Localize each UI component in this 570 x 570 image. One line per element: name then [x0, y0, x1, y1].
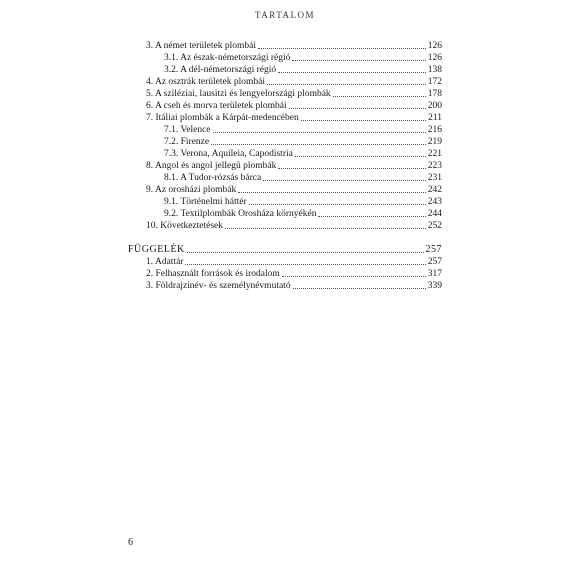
appendix-heading-title: FÜGGELÉK: [128, 244, 185, 255]
leader-dots: [213, 132, 426, 133]
leader-dots: [249, 204, 426, 205]
toc-entry: [164, 124, 442, 136]
toc-entry: [164, 52, 442, 64]
toc-entry-page: 223: [427, 161, 442, 171]
toc-entry-title: 6. A cseh és morva területek plombái: [146, 101, 287, 111]
toc-entry-page: 216: [427, 125, 442, 135]
leader-dots: [185, 264, 425, 265]
toc-entry: [164, 208, 442, 220]
leader-dots: [211, 144, 426, 145]
toc-entry-page: 252: [427, 221, 442, 231]
leader-dots: [318, 216, 425, 217]
toc-entry-page: 138: [427, 65, 442, 75]
toc-entry-title: 7.1. Velence: [164, 125, 211, 135]
leader-dots: [267, 84, 426, 85]
toc-entry-page: 244: [427, 209, 442, 219]
toc-entry-title: 1. Adattár: [146, 257, 184, 267]
toc-entry-page: 317: [427, 269, 442, 279]
toc-entry-title: 9. Az orosházi plombák: [146, 185, 237, 195]
toc-entry-page: 221: [427, 149, 442, 159]
toc-entry-page: 243: [427, 197, 442, 207]
toc-entry-page: 126: [427, 41, 442, 51]
toc-entry: [146, 40, 442, 52]
toc-entry-page: 242: [427, 185, 442, 195]
leader-dots: [278, 72, 426, 73]
toc-entry: [146, 220, 442, 232]
leader-dots: [258, 48, 426, 49]
appendix-heading-page: 257: [425, 244, 442, 255]
toc-entry: [146, 184, 442, 196]
leader-dots: [263, 180, 426, 181]
toc-entry: [146, 88, 442, 100]
toc-entry-title: 10. Következtetések: [146, 221, 224, 231]
leader-dots: [301, 120, 426, 121]
toc-entry: [146, 76, 442, 88]
leader-dots: [295, 156, 426, 157]
leader-dots: [293, 288, 426, 289]
toc-entry-title: 4. Az osztrák területek plombái: [146, 77, 265, 87]
running-head: TARTALOM: [254, 10, 315, 20]
toc-entry-page: 126: [427, 53, 442, 63]
toc-entry-title: 3.2. A dél-németországi régió: [164, 65, 277, 75]
toc-entry-title: 9.2. Textilplombák Orosháza környékén: [164, 209, 317, 219]
toc-entry-page: 178: [427, 89, 442, 99]
toc-entry-page: 339: [427, 281, 442, 291]
toc-entry-title: 8. Angol és angol jellegű plombák: [146, 161, 277, 171]
toc-entry: [164, 148, 442, 160]
leader-dots: [282, 276, 426, 277]
appendix-entry: [146, 256, 442, 268]
toc-entry-page: 219: [427, 137, 442, 147]
toc-entry-page: 257: [427, 257, 442, 267]
toc-entry: [146, 112, 442, 124]
toc-entry: [164, 64, 442, 76]
leader-dots: [292, 60, 425, 61]
toc-entry: [146, 100, 442, 112]
toc-entry-page: 211: [428, 113, 442, 123]
toc-entry: [164, 196, 442, 208]
toc-entry: [164, 172, 442, 184]
toc-entry-title: 2. Felhasznált források és irodalom: [146, 269, 280, 279]
leader-dots: [238, 192, 426, 193]
page-number: 6: [128, 537, 133, 548]
leader-dots: [289, 108, 426, 109]
leader-dots: [278, 168, 425, 169]
leader-dots: [333, 96, 426, 97]
toc-entry-title: 7.2. Firenze: [164, 137, 210, 147]
toc-entry-title: 3. Földrajzinév- és személynévmutató: [146, 281, 291, 291]
appendix-heading: [128, 244, 442, 256]
toc-entry: [146, 160, 442, 172]
toc-entry-title: 7. Itáliai plombák a Kárpát-medencében: [146, 113, 299, 123]
toc-entry-page: 200: [427, 101, 442, 111]
toc-entry: [164, 136, 442, 148]
leader-dots: [187, 252, 424, 253]
toc-entry-title: 3. A német területek plombái: [146, 41, 257, 51]
toc-entry-title: 3.1. Az észak-németországi régió: [164, 53, 291, 63]
toc-entry-title: 5. A sziléziai, lausitzi és lengyelországi plombák: [146, 89, 331, 99]
toc-entry-page: 172: [427, 77, 442, 87]
leader-dots: [225, 228, 426, 229]
toc-entry-title: 9.1. Történelmi háttér: [164, 197, 247, 207]
toc-entry-page: 231: [427, 173, 442, 183]
appendix-entry: [146, 280, 442, 292]
toc-entry-title: 8.1. A Tudor-rózsás bárca: [164, 173, 262, 183]
appendix-entry: [146, 268, 442, 280]
toc-entry-title: 7.3. Verona, Aquileia, Capodistria: [164, 149, 293, 159]
